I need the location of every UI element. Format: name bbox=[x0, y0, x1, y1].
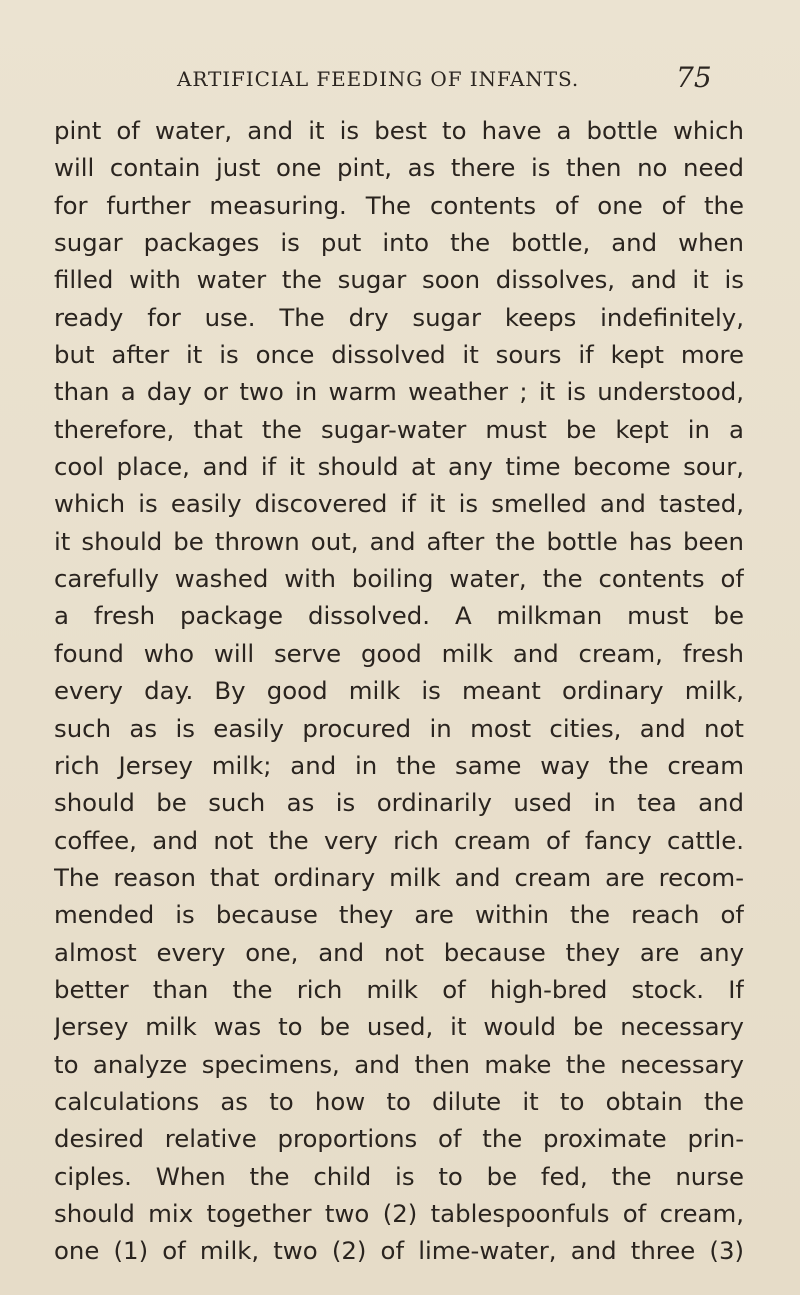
text-line: ready for use. The dry sugar keeps indefinitely, bbox=[54, 302, 744, 332]
text-line: filled with water the sugar soon dissolves, and it is bbox=[54, 265, 744, 295]
text-line: every day. By good milk is meant ordinary milk, bbox=[54, 676, 744, 706]
text-line: found who will serve good milk and cream, fresh bbox=[54, 638, 744, 668]
text-line: should mix together two (2) tablespoonfuls of cream, bbox=[54, 1198, 744, 1228]
text-line: than a day or two in warm weather ; it is understood, bbox=[54, 377, 744, 407]
text-line: will contain just one pint, as there is then no need bbox=[54, 153, 744, 183]
text-line: ciples. When the child is to be fed, the nurse bbox=[54, 1161, 744, 1191]
text-line: a fresh package dissolved. A milkman must be bbox=[54, 601, 744, 631]
text-line: better than the rich milk of high-bred stock. If bbox=[54, 974, 744, 1004]
text-line: cool place, and if it should at any time become sour, bbox=[54, 452, 744, 482]
running-head bbox=[0, 63, 800, 103]
text-line: such as is easily procured in most cities, and not bbox=[54, 713, 744, 743]
text-line: calculations as to how to dilute it to obtain the bbox=[54, 1086, 744, 1116]
text-line: for further measuring. The contents of one of the bbox=[54, 190, 744, 220]
text-line: therefore, that the sugar-water must be kept in a bbox=[54, 414, 744, 444]
text-line: should be such as is ordinarily used in tea and bbox=[54, 788, 744, 818]
text-line: desired relative proportions of the proximate prin- bbox=[54, 1124, 744, 1154]
text-line: but after it is once dissolved it sours if kept more bbox=[54, 340, 744, 370]
text-line: it should be thrown out, and after the bottle has been bbox=[54, 526, 744, 556]
text-line: Jersey milk was to be used, it would be necessary bbox=[54, 1012, 744, 1042]
text-line: rich Jersey milk; and in the same way the cream bbox=[54, 750, 744, 780]
text-line: which is easily discovered if it is smelled and tasted, bbox=[54, 489, 744, 519]
running-title: ARTIFICIAL FEEDING OF INFANTS. bbox=[177, 67, 580, 91]
text-line: pint of water, and it is best to have a bottle which bbox=[54, 116, 744, 145]
text-line: one (1) of milk, two (2) of lime-water, and three (3) bbox=[54, 1236, 744, 1266]
text-line: almost every one, and not because they are any bbox=[54, 937, 744, 967]
text-line: sugar packages is put into the bottle, and when bbox=[54, 228, 744, 258]
text-line: mended is because they are within the reach of bbox=[54, 900, 744, 930]
text-line: coffee, and not the very rich cream of fancy cattle. bbox=[54, 825, 744, 855]
text-line: to analyze specimens, and then make the necessary bbox=[54, 1049, 744, 1079]
body-text bbox=[54, 112, 744, 1270]
page-number: 75 bbox=[676, 61, 712, 94]
text-line: carefully washed with boiling water, the contents of bbox=[54, 564, 744, 594]
text-line: The reason that ordinary milk and cream are recom- bbox=[54, 862, 744, 892]
